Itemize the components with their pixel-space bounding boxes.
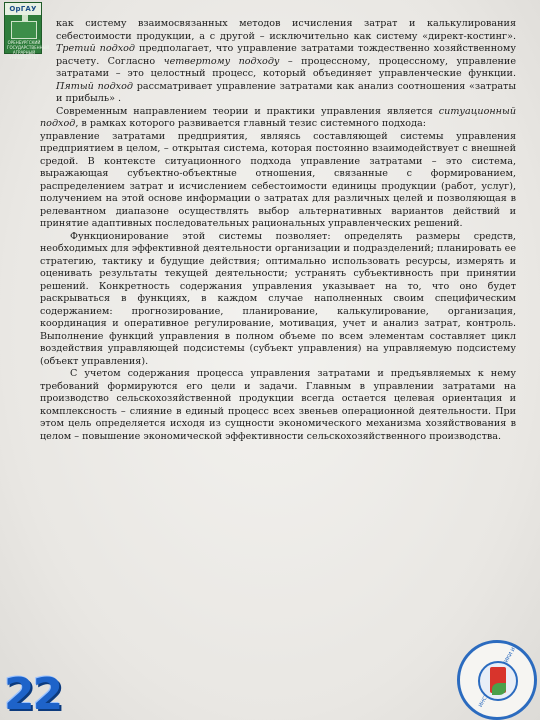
emphasis-fifth-approach: Пятый подход <box>56 80 133 92</box>
building-icon <box>11 21 37 39</box>
paragraph-5: С учетом содержания процесса управления затратами и предъявляемых к нему требований формируются его цели и задачи. Главным в управлении затратами на производство сельскохозяйственной продукции всегда остается целевая ориентация и комплексность – слияние в единый процесс всех звеньев операционной деятельности. При этом цель определяется исходя из сущности экономического механизма хозяйствования в целом – повышение экономической эффективности сельскохозяйственного производства. <box>40 368 516 442</box>
paragraph-1: как систему взаимосвязанных методов исчисления затрат и калькулирования себестоимости продукции, а с другой – исключительно как систему «директ-костинг». Третий подход предполагает, что управление затратами тождественно хозяйственному расчету. Согласно четвертому подходу – процессному, процессному, управление затратами – это целостный процесс, который объединяет управленческие функции. Пятый подход рассматривает управление затратами как анализ соотношения «затраты и прибыль» . <box>56 18 516 104</box>
paragraph-4: Функционирование этой системы позволяет: определять размеры средств, необходимых для эффективной деятельности организации и подразделений; планировать ее стратегию, тактику и будущие действия; оптимально использовать ресурсы, измерять и оценивать результаты текущей деятельности; устранять субъективность при принятии решений. Конкретность содержания управления указывает на то, что оно будет раскрываться в функциях, в каждом случае наполненных своим специфическим содержанием: прогнозирование, планирование, калькулирование, организация, координация и оперативное регулирование, мотивация, учет и анализ затрат, контроль. Выполнение функций управления в полном объеме по всем элементам составляет цикл воздействия управляющей подсистемы (субъект управления) на управляемую подсистему (объект управления). <box>40 230 516 367</box>
logo-caption: ОРЕНБУРГСКИЙ ГОСУДАРСТВЕННЫЙ АГРАРНЫЙ УНИВЕРСИТЕТ <box>7 40 50 60</box>
stamp-label: И <box>509 646 517 653</box>
logo-title: ОрГАУ <box>5 3 41 15</box>
stamp-leaf-icon <box>492 683 506 695</box>
paragraph-3: управление затратами предприятия, являясь составляющей системы управления предприятием в целом, – открытая система, которая постоянно взаимодействует с внешней средой. В контексте ситуационного подхода управление затратами – это система, выражающая субъектно-объектные отношения, связанные с формированием, распределением затрат и исчислением себестоимости единицы продукции (работ, услуг), получением на этой основе информации о затратах для различных целей и позволяющая в релевантном диапазоне осуществлять выбор альтернативных вариантов действий и принятие адаптивных последовательных рациональных управленческих решений. <box>40 130 516 229</box>
institute-stamp <box>457 640 537 720</box>
page-number: 22 <box>4 669 62 720</box>
article-body <box>40 18 516 443</box>
emphasis-situational-approach: ситуационный подход <box>40 105 516 129</box>
paragraph-2: Современным направлением теории и практики управления является ситуационный подход, в рамках которого развивается главный тезис системного подхода: <box>40 105 516 129</box>
emphasis-third-approach: Третий подход <box>56 43 135 54</box>
university-logo <box>4 2 50 60</box>
emphasis-fourth-approach: четвертому подходу <box>163 55 280 67</box>
